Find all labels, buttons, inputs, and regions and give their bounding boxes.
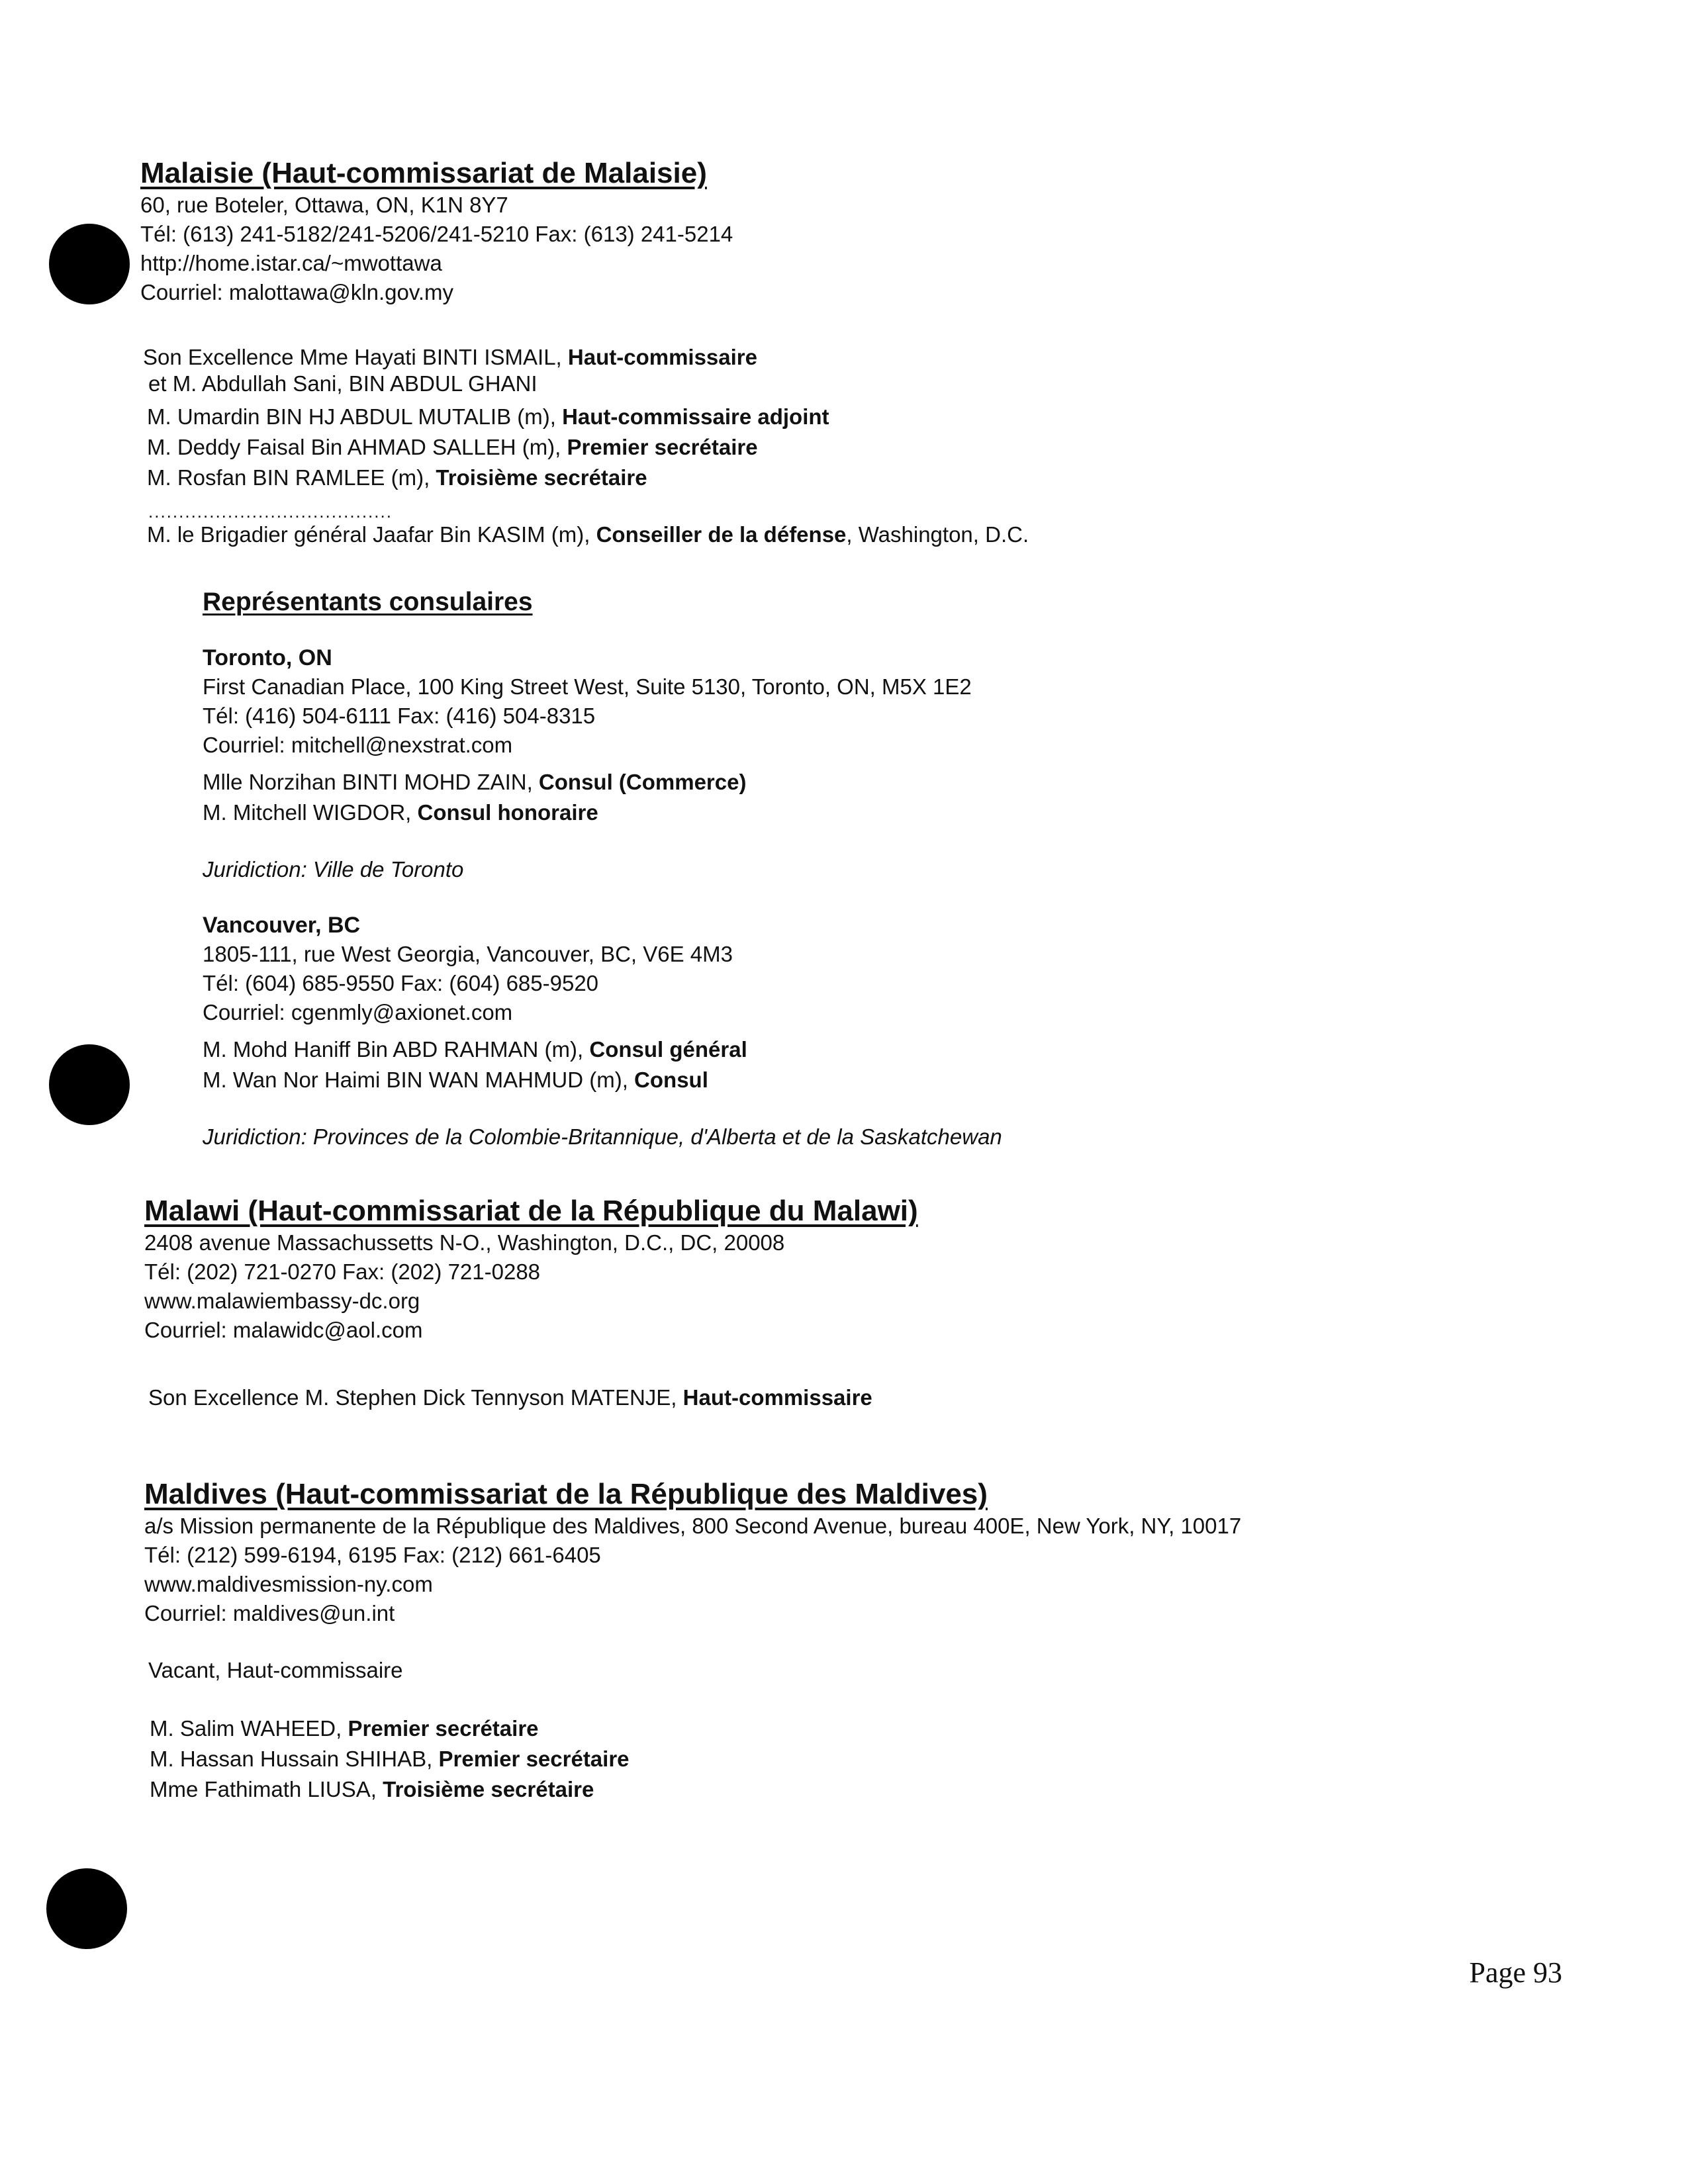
vancouver-phone: Tél: (604) 685-9550 Fax: (604) 685-9520 (203, 971, 599, 995)
maldives-email: Courriel: maldives@un.int (144, 1601, 395, 1625)
malawi-website: www.malawiembassy-dc.org (144, 1289, 420, 1313)
toronto-consulate (203, 643, 1002, 884)
page-number: Page 93 (1469, 1956, 1562, 1989)
staff-line: Mlle Norzihan BINTI MOHD ZAIN, Consul (Commerce) (203, 770, 747, 794)
toronto-city: Toronto, ON (203, 645, 332, 670)
malawi-email: Courriel: malawidc@aol.com (144, 1318, 423, 1342)
staff-line: Son Excellence M. Stephen Dick Tennyson MATENJE, Haut-commissaire (148, 1385, 872, 1410)
staff-line: M. Wan Nor Haimi BIN WAN MAHMUD (m), Consul (203, 1068, 708, 1092)
malaisie-website: http://home.istar.ca/~mwottawa (140, 251, 442, 275)
vancouver-jurisdiction: Juridiction: Provinces de la Colombie-Britannique, d'Alberta et de la Saskatchewan (203, 1124, 1002, 1149)
punch-hole-middle (49, 1044, 130, 1125)
maldives-website: www.maldivesmission-ny.com (144, 1572, 433, 1596)
malaisie-email: Courriel: malottawa@kln.gov.my (140, 280, 454, 304)
punch-hole-top (49, 224, 130, 304)
consular-section (203, 586, 1002, 1152)
vancouver-consulate (203, 911, 1002, 1152)
malawi-phone: Tél: (202) 721-0270 Fax: (202) 721-0288 (144, 1259, 541, 1284)
staff-line: M. Deddy Faisal Bin AHMAD SALLEH (m), Premier secrétaire (147, 435, 758, 459)
vacant-line: Vacant, Haut-commissaire (148, 1658, 403, 1682)
malawi-address: 2408 avenue Massachussetts N-O., Washington, D.C., DC, 20008 (144, 1230, 785, 1255)
malaisie-section (140, 156, 733, 307)
punch-hole-bottom (46, 1868, 127, 1949)
malaisie-staff-list (143, 343, 1029, 549)
consular-heading: Représentants consulaires (203, 588, 533, 616)
vancouver-address: 1805-111, rue West Georgia, Vancouver, BC, V6E 4M3 (203, 942, 733, 966)
maldives-address: a/s Mission permanente de la République des Maldives, 800 Second Avenue, bureau 400E, New York, NY, 10017 (144, 1514, 1242, 1538)
toronto-email: Courriel: mitchell@nexstrat.com (203, 733, 513, 757)
dotted-separator: ........................................ (148, 502, 393, 522)
toronto-phone: Tél: (416) 504-6111 Fax: (416) 504-8315 (203, 704, 596, 728)
toronto-address: First Canadian Place, 100 King Street West, Suite 5130, Toronto, ON, M5X 1E2 (203, 674, 972, 699)
staff-line: M. Rosfan BIN RAMLEE (m), Troisième secrétaire (147, 465, 647, 490)
malawi-section (144, 1194, 918, 1412)
maldives-heading: Maldives (Haut-commissariat de la République des Maldives) (144, 1478, 988, 1510)
malaisie-address: 60, rue Boteler, Ottawa, ON, K1N 8Y7 (140, 193, 508, 217)
staff-line: M. Umardin BIN HJ ABDUL MUTALIB (m), Haut-commissaire adjoint (147, 404, 829, 429)
malawi-heading: Malawi (Haut-commissariat de la République du Malawi) (144, 1195, 918, 1227)
staff-line: Mme Fathimath LIUSA, Troisième secrétaire (150, 1777, 594, 1801)
maldives-section (144, 1477, 1241, 1804)
staff-line: M. Hassan Hussain SHIHAB, Premier secrétaire (150, 1747, 630, 1771)
maldives-phone: Tél: (212) 599-6194, 6195 Fax: (212) 661-6405 (144, 1543, 601, 1567)
staff-line: et M. Abdullah Sani, BIN ABDUL GHANI (148, 371, 538, 396)
staff-line: Son Excellence Mme Hayati BINTI ISMAIL, Haut-commissaire (143, 345, 757, 369)
malaisie-heading: Malaisie (Haut-commissariat de Malaisie) (140, 157, 707, 189)
staff-line: M. Mitchell WIGDOR, Consul honoraire (203, 800, 598, 825)
toronto-jurisdiction: Juridiction: Ville de Toronto (203, 857, 464, 882)
staff-line: M. Mohd Haniff Bin ABD RAHMAN (m), Consul général (203, 1037, 747, 1062)
vancouver-city: Vancouver, BC (203, 913, 361, 938)
staff-line: M. Salim WAHEED, Premier secrétaire (150, 1716, 539, 1741)
malaisie-phone: Tél: (613) 241-5182/241-5206/241-5210 Fax: (613) 241-5214 (140, 222, 733, 246)
vancouver-email: Courriel: cgenmly@axionet.com (203, 1000, 513, 1024)
defense-attache-line: M. le Brigadier général Jaafar Bin KASIM (m), Conseiller de la défense, Washington, D.C. (147, 522, 1029, 547)
